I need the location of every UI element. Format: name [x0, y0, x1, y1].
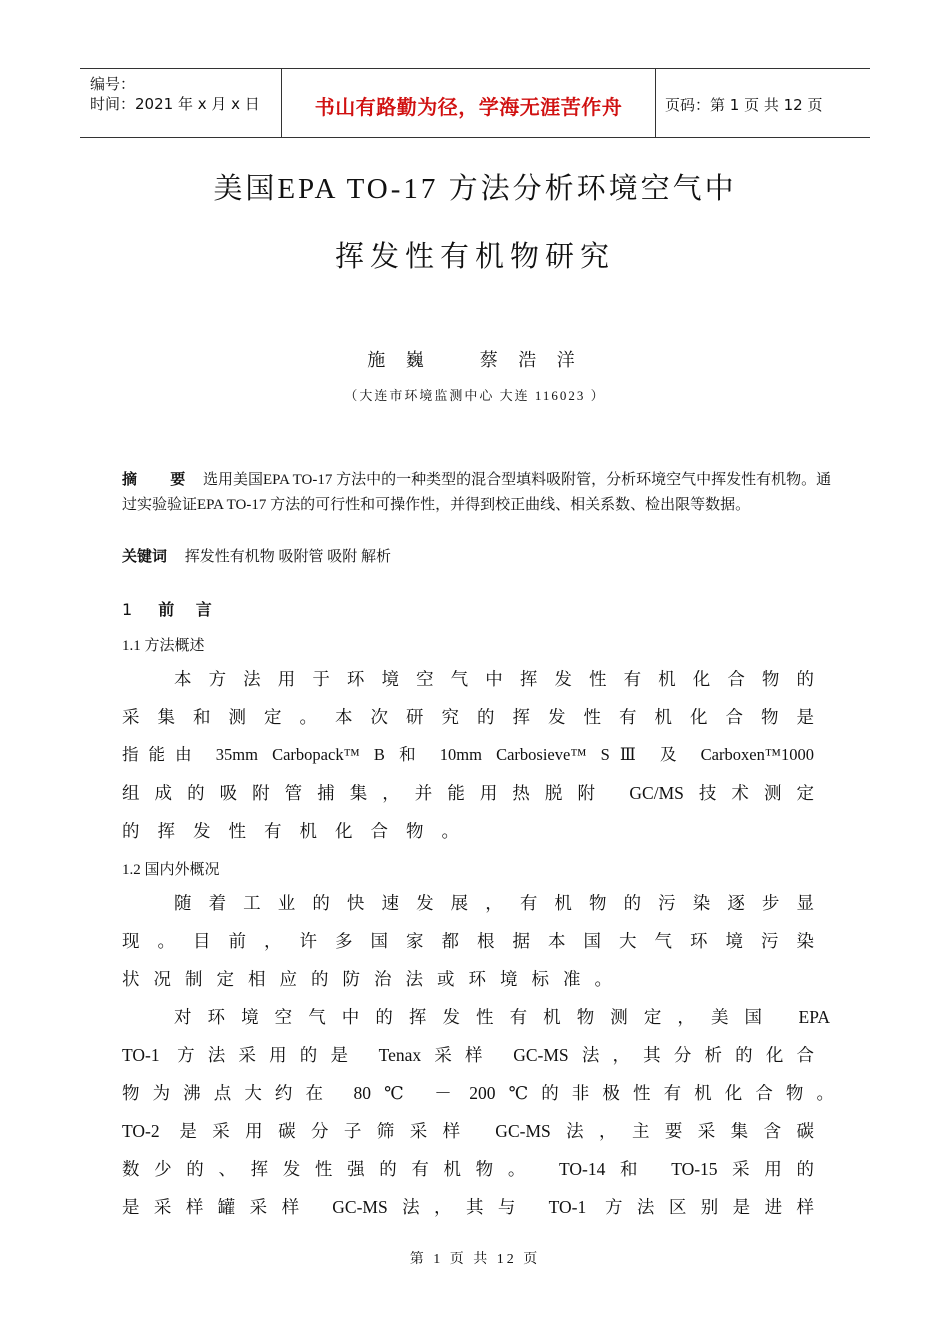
header-meta-cell: [80, 69, 280, 137]
page-info: 页码：第 1 页 共 12 页: [665, 96, 823, 114]
page-footer: 第 1 页 共 12 页: [409, 1252, 541, 1267]
section-heading: [122, 597, 220, 620]
title-line-2: 挥发性有机物研究: [334, 241, 615, 273]
header-motto-cell: [281, 69, 656, 137]
abstract-label: 摘 要: [122, 470, 200, 488]
section-title: 前 言: [158, 600, 220, 619]
paragraph-line: 的挥发性有机化合物。: [122, 821, 477, 841]
paragraph-line: 对环境空气中的挥发性有机物测定，美国 EPA: [174, 1007, 830, 1027]
header-page-cell: [655, 69, 870, 137]
paragraph-line: 数少的、挥发性强的有机物。 TO-14和 TO-15采用的: [122, 1159, 814, 1179]
paragraph-line: 随着工业的快速发展，有机物的污染逐步显: [174, 893, 814, 913]
paragraph-line: 指能由 35mm Carbopack™ B 和 10mm Carbosieve™ SⅢ 及 Carboxen™1000: [122, 745, 814, 764]
document-header: [80, 68, 870, 138]
number-label: 编号：: [90, 75, 136, 93]
title-line-1: 美国EPA TO-17 方法分析环境空气中: [213, 173, 737, 205]
keywords-label: 关键词: [122, 547, 168, 565]
paragraph-line: 本方法用于环境空气中挥发性有机化合物的: [174, 669, 814, 689]
paragraph-line: 现。目前，许多国家都根据本国大气环境污染: [122, 931, 814, 951]
subsection-1-1: 1.1 方法概述: [122, 638, 205, 654]
paragraph-line: 采集和测定。本次研究的挥发性有机化合物是: [122, 707, 814, 727]
paragraph-line: TO-2 是采用碳分子筛采样 GC-MS法，主要采集含碳: [122, 1121, 814, 1141]
authors: [0, 346, 950, 372]
keywords: [122, 545, 391, 566]
section-number: 1: [122, 600, 133, 619]
abstract: [122, 467, 834, 518]
keywords-text: 挥发性有机物 吸附管 吸附 解析: [184, 549, 392, 565]
paragraph-line: 状况制定相应的防治法或环境标准。: [122, 969, 626, 989]
affiliation: （大连市环境监测中心 大连 116023 ）: [344, 388, 606, 403]
author-1: 施 巍: [367, 350, 432, 370]
time-label: 时间：2021 年 x 月 x 日: [90, 95, 260, 113]
motto-text: 书山有路勤为径，学海无涯苦作舟: [314, 95, 623, 119]
paragraph-line: TO-1 方法采用的是 Tenax采样 GC-MS法，其分析的化合: [122, 1045, 814, 1065]
abstract-text: 选用美国EPA TO-17 方法中的一种类型的混合型填料吸附管，分析环境空气中挥发性有机物。通过实验验证EPA TO-17 方法的可行性和可操作性，并得到校正曲线、相关系数、检出限等数据。: [122, 472, 832, 513]
subsection-1-2: 1.2 国内外概况: [122, 862, 220, 878]
paragraph-line: 是采样罐采样 GC-MS法，其与 TO-1 方法区别是进样: [122, 1197, 814, 1217]
paragraph-line: 物为沸点大约在 80℃ － 200℃的非极性有机化合物。: [122, 1083, 834, 1103]
author-2: 蔡 浩 洋: [479, 350, 583, 370]
paragraph-line: 组成的吸附管捕集，并能用热脱附 GC/MS技术测定: [122, 783, 814, 803]
